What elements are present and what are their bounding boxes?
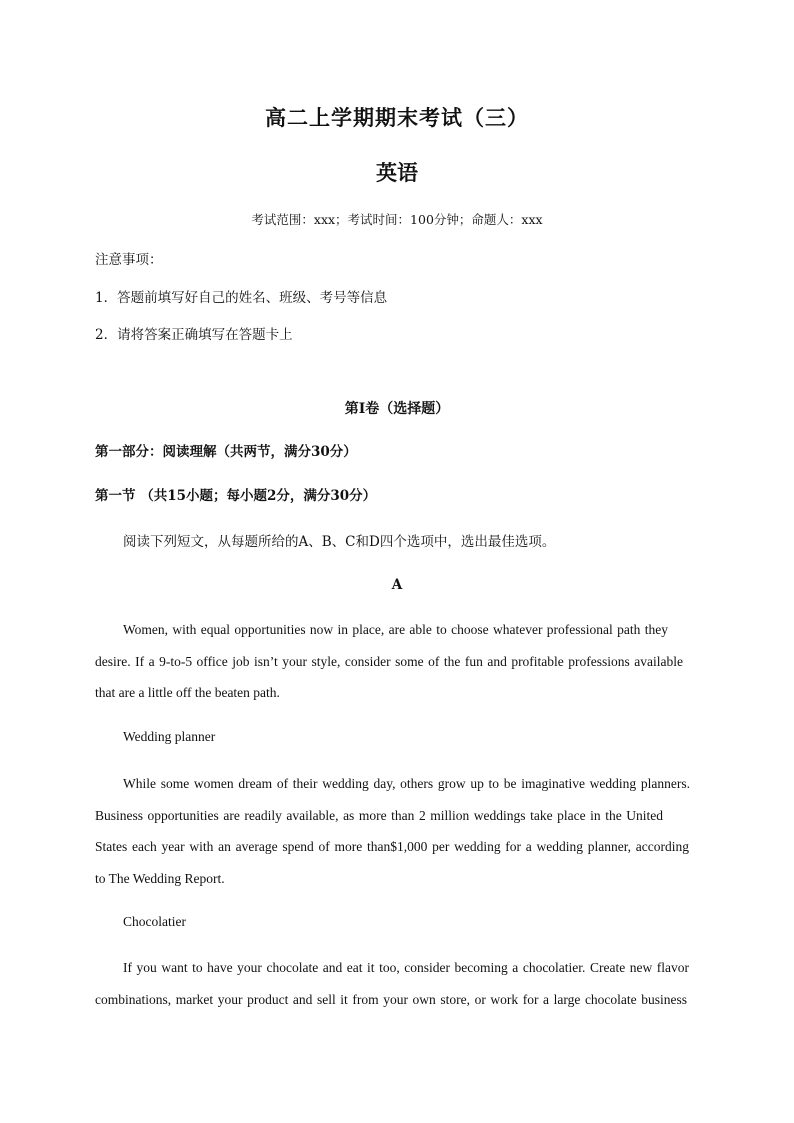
para1-line-4: to The Wedding Report. (95, 870, 225, 886)
exam-info: 考试范围：xxx；考试时间：100分钟；命题人：xxx (251, 212, 543, 227)
reading-instruction: 阅读下列短文，从每题所给的A、B、C和D四个选项中，选出最佳选项。 (123, 534, 556, 550)
passage-intro-paragraph (95, 614, 695, 709)
notes-heading: 注意事项： (95, 252, 163, 268)
heading-wedding-planner: Wedding planner (123, 729, 216, 744)
note-item-1: 1．答题前填写好自己的姓名、班级、考号等信息 (95, 290, 388, 306)
section-title: 第I卷（选择题） (344, 401, 450, 417)
intro-line-2: desire. If a 9-to-5 office job isn’t your style, consider some of the fun and profitable professions available (95, 653, 683, 669)
part-heading: 第一部分：阅读理解（共两节，满分30分） (95, 444, 357, 460)
subpart-heading: 第一节 （共15小题；每小题2分，满分30分） (95, 488, 377, 504)
heading-chocolatier: Chocolatier (123, 914, 186, 929)
wedding-planner-paragraph (95, 768, 695, 894)
exam-subject: 英语 (376, 160, 418, 185)
chocolatier-paragraph (95, 952, 695, 1015)
intro-line-3: that are a little off the beaten path. (95, 685, 280, 700)
para2-line-1: If you want to have your chocolate and eat it too, consider becoming a chocolatier. Create new flavor (123, 960, 689, 975)
para1-line-3: States each year with an average spend of more than$1,000 per wedding for a wedding planner, according (95, 839, 689, 854)
intro-line-1: Women, with equal opportunities now in place, are able to choose whatever professional path they (123, 622, 668, 637)
passage-letter: A (391, 577, 403, 593)
para1-line-1: While some women dream of their wedding day, others grow up to be imaginative wedding planners. (123, 776, 690, 791)
note-item-2: 2．请将答案正确填写在答题卡上 (95, 327, 293, 343)
para2-line-2: combinations, market your product and sell it from your own store, or work for a large chocolate business (95, 991, 687, 1007)
exam-title: 高二上学期期末考试（三） (265, 105, 529, 130)
para1-line-2: Business opportunities are readily available, as more than 2 million weddings take place in the United (95, 807, 663, 823)
